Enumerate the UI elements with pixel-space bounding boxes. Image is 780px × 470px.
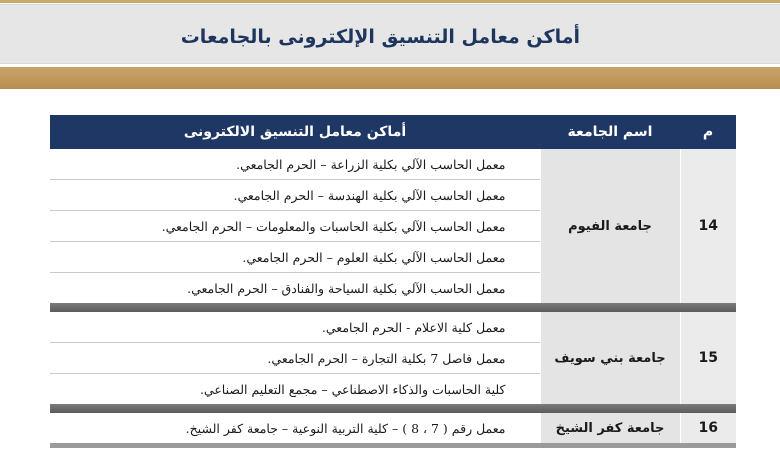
lab-location: معمل كلية الاعلام - الحرم الجامعي. bbox=[50, 312, 540, 343]
table-row bbox=[50, 312, 736, 343]
table-row bbox=[50, 149, 736, 180]
lab-location: معمل الحاسب الآلي بكلية الهندسة – الحرم الجامعي. bbox=[50, 180, 540, 211]
page-title: أماكن معامل التنسيق الإلكترونى بالجامعات bbox=[180, 26, 580, 48]
gold-divider-band bbox=[0, 67, 780, 89]
lab-location: معمل الحاسب الآلي بكلية الزراعة – الحرم الجامعي. bbox=[50, 149, 540, 180]
lab-location: كلية الحاسبات والذكاء الاصطناعي – مجمع التعليم الصناعي. bbox=[50, 374, 540, 405]
table-header-row bbox=[50, 115, 736, 149]
university-name: جامعة كفر الشيخ bbox=[540, 413, 680, 443]
top-accent-line bbox=[0, 0, 780, 3]
lab-location: معمل الحاسب الآلي بكلية الحاسبات والمعلومات – الحرم الجامعي. bbox=[50, 211, 540, 242]
university-name: جامعة الفيوم bbox=[540, 149, 680, 303]
lab-location: معمل الحاسب الآلي بكلية العلوم – الحرم الجامعي. bbox=[50, 242, 540, 273]
university-name: جامعة بني سويف bbox=[540, 312, 680, 404]
title-banner bbox=[0, 4, 780, 64]
lab-location: معمل الحاسب الآلي بكلية السياحة والفنادق – الحرم الجامعي. bbox=[50, 273, 540, 304]
row-separator bbox=[50, 303, 736, 312]
lab-location: معمل رقم ( 7 ، 8 ) – كلية التربية النوعية – جامعة كفر الشيخ. bbox=[50, 413, 540, 443]
row-separator bbox=[50, 404, 736, 413]
row-number: 15 bbox=[680, 312, 736, 404]
header-university: اسم الجامعة bbox=[540, 115, 680, 149]
row-number: 14 bbox=[680, 149, 736, 303]
row-separator bbox=[50, 443, 736, 448]
lab-location: معمل فاصل 7 بكلية التجارة – الحرم الجامعي. bbox=[50, 343, 540, 374]
header-number: م bbox=[680, 115, 736, 149]
universities-table bbox=[50, 115, 736, 448]
row-number: 16 bbox=[680, 413, 736, 443]
table-row bbox=[50, 413, 736, 443]
header-labs: أماكن معامل التنسيق الالكترونى bbox=[50, 115, 540, 149]
